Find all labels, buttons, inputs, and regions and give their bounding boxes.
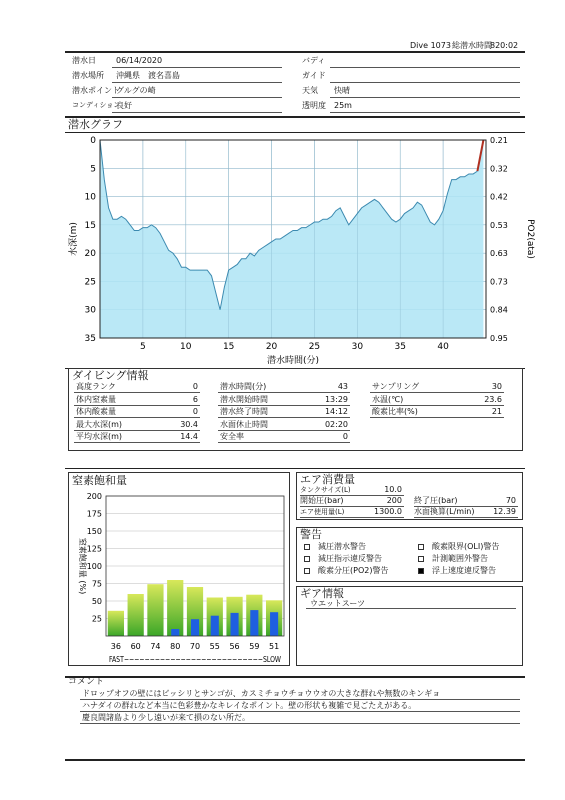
dive-profile-chart (60, 132, 535, 370)
row-underline (370, 417, 504, 418)
y2-tick-label: 0.73 (490, 277, 508, 287)
n2-y-tick-label: 125 (86, 544, 102, 554)
row-underline (74, 405, 200, 406)
surface-rate-value: 12.39 (493, 507, 516, 516)
x-tick-label: 15 (222, 342, 235, 352)
warnings-title: 警告 (300, 528, 322, 541)
diving-info-value: 30 (491, 382, 502, 391)
warning-checkbox (418, 568, 424, 574)
air-used-value: 1300.0 (374, 507, 402, 516)
nitrogen-title: 窒素飽和量 (72, 474, 127, 487)
diving-info-value: 0 (342, 432, 348, 441)
weather-value: 快晴 (334, 86, 350, 95)
n2-category-label: 70 (189, 642, 201, 651)
condition-label: コンディション (72, 101, 121, 109)
row-underline (74, 430, 200, 431)
visibility-value: 25m (334, 101, 352, 110)
gear-item: ウエットスーツ (310, 599, 366, 608)
x-tick-label: 40 (437, 342, 449, 352)
warning-checkbox (418, 544, 424, 550)
warning-checkbox (304, 556, 310, 562)
n2-inner-bar (270, 612, 278, 636)
diving-info-value: 21 (491, 407, 502, 416)
guide-label: ガイド (302, 71, 326, 80)
row-underline (218, 417, 350, 418)
warning-checkbox (418, 556, 424, 562)
air-used-label: エア使用量(L) (300, 508, 345, 516)
diving-info-title: ダイビング情報 (72, 369, 149, 382)
visibility-label: 透明度 (302, 101, 326, 110)
row-underline (218, 405, 350, 406)
diving-info-value: 02:20 (324, 419, 348, 429)
n2-bar (167, 580, 183, 636)
n2-y-tick-label: 25 (91, 614, 102, 624)
x-tick-label: 35 (394, 342, 406, 352)
n2-category-label: 60 (130, 642, 141, 651)
diving-info-label: 平均水深(m) (76, 432, 123, 441)
air-title: エア消費量 (300, 473, 355, 486)
n2-category-label: 36 (110, 642, 121, 651)
diving-info-value: 13:29 (324, 394, 348, 404)
n2-inner-bar (191, 619, 199, 636)
diving-info-label: 潜水終了時間 (220, 407, 268, 416)
header-top-rule (65, 51, 525, 53)
diving-info-value: 14.4 (180, 432, 198, 441)
tank-size-label: タンクサイズ(L) (300, 486, 351, 494)
y2-tick-label: 0.42 (490, 192, 508, 202)
n2-inner-bar (211, 616, 219, 636)
diving-info-label: 水面休止時間 (220, 419, 268, 429)
end-pressure-label: 終了圧(bar) (414, 496, 458, 505)
diving-info-value: 23.6 (484, 394, 502, 404)
row-underline (218, 430, 350, 431)
comment-line-3: 慶良間諸島より少し遠いが来て損のない所だ。 (82, 713, 250, 722)
y-tick-label: 15 (84, 220, 96, 231)
depth-area (100, 140, 483, 338)
x-axis-label: 潜水時間(分) (266, 356, 320, 366)
n2-x-caption: FAST−−−−−−−−−−−−−−−−−−−−−−−−−−−SLOW (109, 655, 282, 664)
x-tick-label: 20 (265, 342, 278, 352)
y-tick-label: 10 (84, 192, 96, 203)
y-tick-label: 25 (84, 277, 96, 288)
diving-info-label: 高度ランク (76, 382, 116, 391)
n2-inner-bar (231, 613, 239, 636)
n2-category-label: 74 (150, 642, 161, 651)
lower-section-rule (65, 468, 525, 469)
dive-site-value: 沖縄県 渡名喜島 (116, 71, 180, 80)
y2-tick-label: 0.32 (490, 164, 508, 174)
n2-inner-bar (250, 610, 258, 636)
diving-info-label: 潜水開始時間 (220, 394, 268, 404)
y2-axis-label: PO2(ata) (525, 219, 535, 259)
diving-info-label: 体内窒素量 (76, 394, 116, 404)
dive-point-value: グルグの崎 (116, 86, 156, 95)
comment-top-rule (65, 676, 525, 678)
y-tick-label: 30 (84, 305, 96, 316)
diving-info-label: 体内酸素量 (76, 407, 116, 416)
diving-info-value: 43 (337, 382, 348, 391)
condition-value: 良好 (116, 101, 132, 110)
end-pressure-value: 70 (505, 496, 516, 505)
gear-title: ギア情報 (300, 587, 344, 600)
row-underline (218, 442, 350, 443)
dive-point-label: 潜水ポイント (72, 86, 120, 95)
page-bottom-rule (65, 759, 525, 761)
total-dive-time-label: 総潜水時間 (452, 41, 492, 50)
row-underline (74, 442, 200, 443)
diving-info-value: 6 (192, 394, 198, 404)
n2-y-tick-label: 50 (91, 597, 102, 606)
n2-category-label: 55 (209, 642, 220, 651)
row-underline (370, 405, 504, 406)
dive-date-label: 潜水日 (72, 56, 96, 65)
y2-tick-label: 0.53 (490, 220, 508, 230)
comment-line-1: ドロップオフの壁にはビッシリとサンゴが、カスミチョウチョウウオの大きな群れや無数のキンギョ (82, 689, 441, 698)
y2-tick-label: 0.84 (490, 305, 508, 315)
surface-rate-label: 水面換算(L/min) (414, 507, 475, 516)
x-tick-label: 25 (308, 342, 321, 352)
dive-site-label: 潜水場所 (72, 71, 104, 80)
n2-y-axis-label: 窒素飽和量 (%) (78, 537, 87, 595)
y-axis-label: 水深(m) (69, 222, 79, 256)
x-tick-label: 30 (351, 342, 364, 352)
y2-tick-label: 0.63 (490, 249, 508, 259)
row-underline (370, 392, 504, 393)
warning-label: 酸素限界(OLI)警告 (432, 542, 500, 551)
diving-info-label: 安全率 (220, 432, 244, 441)
row-underline (74, 417, 200, 418)
y2-tick-label: 0.95 (490, 334, 508, 343)
tank-size-value: 10.0 (384, 485, 402, 494)
diving-info-label: 酸素比率(%) (372, 407, 418, 416)
y-tick-label: 35 (84, 334, 96, 344)
warning-label: 減圧潜水警告 (318, 542, 366, 551)
graph-title: 潜水グラフ (68, 118, 123, 131)
n2-inner-bar (171, 629, 179, 636)
graph-top-rule (65, 116, 525, 118)
warning-label: 酸素分圧(PO2)警告 (318, 566, 389, 575)
n2-bar (108, 611, 124, 636)
nitrogen-saturation-chart (68, 486, 290, 666)
y-tick-label: 20 (84, 249, 96, 260)
warning-checkbox (304, 544, 310, 550)
start-pressure-label: 開始圧(bar) (300, 496, 344, 505)
y2-tick-label: 0.21 (490, 136, 508, 145)
y-tick-label: 0 (90, 136, 96, 146)
diving-info-value: 0 (192, 407, 198, 416)
n2-y-tick-label: 200 (86, 492, 102, 501)
row-underline (74, 392, 200, 393)
diving-info-value: 30.4 (180, 419, 198, 429)
warning-label: 浮上速度違反警告 (432, 566, 496, 575)
n2-category-label: 80 (170, 642, 181, 651)
n2-bar (147, 584, 163, 636)
n2-category-label: 59 (249, 642, 260, 651)
x-tick-label: 10 (180, 342, 192, 352)
n2-y-tick-label: 100 (86, 562, 102, 571)
n2-y-tick-label: 175 (86, 509, 102, 519)
diving-info-value: 0 (192, 382, 198, 391)
row-underline (218, 392, 350, 393)
warning-checkbox (304, 568, 310, 574)
dive-number: Dive 1073 (410, 41, 451, 50)
n2-category-label: 56 (229, 642, 240, 651)
diving-info-label: 潜水時間(分) (220, 382, 267, 391)
warning-label: 計測範囲外警告 (432, 554, 488, 563)
weather-label: 天気 (302, 86, 318, 95)
n2-y-tick-label: 150 (86, 527, 102, 536)
diving-info-label: 水温(℃) (372, 394, 404, 404)
comment-line-2: ハナダイの群れなど本当に色彩豊かなキレイなポイント。壁の形状も複雑で見ごたえがある。 (82, 701, 417, 710)
start-pressure-value: 200 (386, 496, 402, 505)
dive-date-value: 06/14/2020 (116, 56, 163, 65)
diving-info-label: サンプリング (372, 382, 420, 391)
diving-info-value: 14:12 (324, 407, 348, 416)
warning-label: 減圧指示違反警告 (318, 554, 382, 563)
total-dive-time-value: 820:02 (490, 41, 519, 50)
comment-title: コメント (68, 677, 105, 687)
y-tick-label: 5 (90, 164, 96, 175)
n2-y-tick-label: 75 (91, 579, 102, 589)
x-tick-label: 5 (140, 342, 146, 352)
n2-bar (128, 594, 144, 636)
diving-info-label: 最大水深(m) (76, 419, 123, 429)
n2-category-label: 51 (269, 642, 280, 651)
buddy-label: バディ (302, 56, 326, 65)
